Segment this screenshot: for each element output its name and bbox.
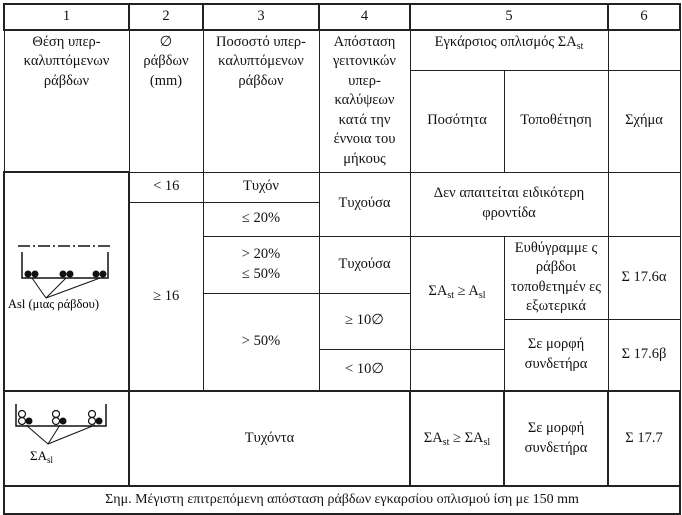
col-number-2: 2 [129, 4, 203, 30]
single-bar-lap-figure [8, 238, 126, 318]
diameter-label: ράβδων (mm) [143, 53, 189, 89]
cell-le20: ≤ 20% [203, 202, 319, 236]
cell-dia-ge16: ≥ 16 [129, 202, 203, 391]
cell-place-stirrup-2: Σε μορφή συνδετήρα [504, 391, 608, 486]
cell-fig-177: Σ 17.7 [608, 391, 680, 486]
bar-dot [100, 271, 107, 278]
bar-circle [53, 418, 60, 425]
cell-random-distance-1: Τυχούσα [319, 172, 410, 236]
leader-line [46, 278, 100, 298]
cell-lt10: < 10∅ [319, 349, 410, 391]
leader-line [46, 278, 66, 298]
cell-fig-empty [608, 172, 680, 236]
cell-fig-176a: Σ 17.6α [608, 236, 680, 319]
bar-dot [26, 418, 33, 425]
cell-random-plural: Τυχόντα [129, 391, 410, 486]
bar-dot [67, 271, 74, 278]
cell-random-distance-2: Τυχούσα [319, 236, 410, 293]
cell-random-single: Τυχόν [203, 172, 319, 202]
col-number-3: 3 [203, 4, 319, 30]
header-diameter [129, 30, 203, 172]
cell-le50: ≤ 50% [241, 265, 281, 282]
table-container [3, 3, 679, 508]
col-number-4: 4 [319, 4, 410, 30]
figure-cell-bundle [4, 391, 129, 486]
header-distance: Απόσταση γειτονικών υπερ-καλύψεων κατά την έννοια του μήκους [319, 30, 410, 172]
figure-cell-single [4, 172, 129, 391]
bar-dot [25, 271, 32, 278]
leader-line [48, 425, 95, 444]
cell-gt50: > 50% [203, 293, 319, 391]
bundled-bar-figure [8, 400, 126, 470]
reinforcement-lap-table [3, 3, 681, 515]
cell-fig-176b: Σ 17.6β [608, 319, 680, 391]
cell-gt20-le50 [203, 236, 319, 293]
cell-place-stirrup-1: Σε μορφή συνδετήρα [504, 319, 608, 391]
table-note: Σημ. Μέγιστη επιτρεπόμενη απόσταση ράβδων εγκαρσίου οπλισμού ίση με 150 mm [4, 486, 680, 514]
figure-label-sum-asl: $\Sigma A_{sl}$ [30, 448, 53, 466]
figure-label-asl: Asl (μιας ράβδου) [8, 297, 99, 312]
bar-dot [60, 271, 67, 278]
header-transverse: Εγκάρσιος οπλισμός $\Sigma A_{st}$ [410, 30, 608, 71]
bar-circle [89, 411, 96, 418]
cell-ge10: ≥ 10∅ [319, 293, 410, 349]
bar-circle [19, 418, 26, 425]
cell-place-straight: Ευθύγραμμε ς ράβδοι τοποθετημέν ες εξωτερικά [504, 236, 608, 319]
col-number-1: 1 [4, 4, 129, 30]
bar-circle [19, 411, 26, 418]
col-number-6: 6 [608, 4, 680, 30]
header-placement: Τοποθέτηση [504, 70, 608, 172]
cell-dia-lt16: < 16 [129, 172, 203, 202]
cell-gt20: > 20% [241, 245, 281, 262]
bar-circle [89, 418, 96, 425]
header-figure: Σχήμα [608, 70, 680, 172]
cell-no-special-care: Δεν απαιτείται ειδικότερη φροντίδα [410, 172, 608, 236]
bar-dot [93, 271, 100, 278]
bar-dot [96, 418, 103, 425]
bar-dot [60, 418, 67, 425]
cell-qty-2: $\Sigma A_{st} \ge \Sigma A_{sl}$ [410, 391, 504, 486]
header-position: Θέση υπερ-καλυπτόμενων ράβδων [4, 30, 129, 172]
leader-line [32, 278, 46, 298]
header-empty [608, 30, 680, 71]
header-percentage: Ποσοστό υπερ-καλυπτόμενων ράβδων [203, 30, 319, 172]
header-quantity: Ποσότητα [410, 70, 504, 172]
col-number-5: 5 [410, 4, 608, 30]
bar-circle [53, 411, 60, 418]
diameter-symbol: ∅ [159, 33, 173, 50]
cell-qty-1: $\Sigma A_{st} \ge A_{sl}$ [410, 236, 504, 349]
leader-line [26, 425, 48, 444]
bar-dot [32, 271, 39, 278]
